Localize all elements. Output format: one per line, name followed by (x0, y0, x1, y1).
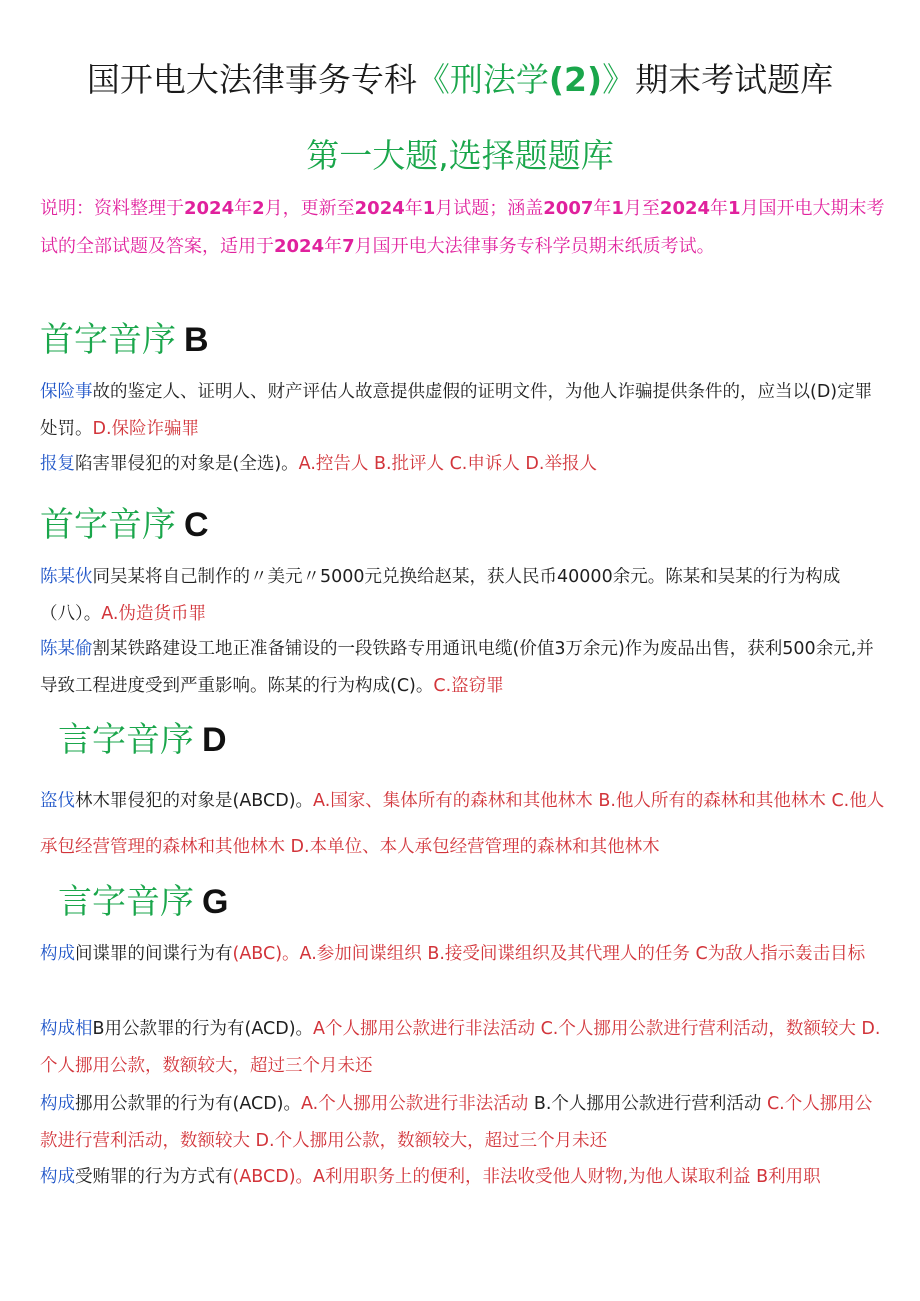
question-item: 构成挪用公款罪的行为有(ACD)。A.个人挪用公款进行非法活动 B.个人挪用公款进行营利活动 C.个人挪用公款进行营利活动，数额较大 D.个人挪用公款，数额较大，超过三个月未还 (40, 1094, 873, 1151)
question-item: 构成间谍罪的间谍行为有(ABC)。A.参加间谍组织 B.接受间谍组织及其代理人的任务 C为敌人指示轰击目标 (40, 944, 866, 964)
question-item: 构成受贿罪的行为方式有(ABCD)。A利用职务上的便利，非法收受他人财物,为他人谋取利益 B利用职 (40, 1167, 821, 1187)
course-name: 《刑法学(2)》 (416, 60, 636, 99)
description-note: 说明：资料整理于2024年2月，更新至2024年1月试题；涵盖2007年1月至2024年1月国开电大期末考试的全部试题及答案，适用于2024年7月国开电大法律事务专科学员期末纸质考试。 (40, 198, 885, 257)
question-item: 报复陷害罪侵犯的对象是(全选)。A.控告人 B.批评人 C.申诉人 D.举报人 (40, 454, 597, 474)
question-item: 保险事故的鉴定人、证明人、财产评估人故意提供虚假的证明文件，为他人诈骗提供条件的，应当以(D)定罪处罚。D.保险诈骗罪 (40, 382, 873, 439)
section-heading-b: 首字音序 B (40, 320, 209, 360)
section-heading-c: 首字音序 C (40, 505, 209, 545)
section-heading-d: 言字音序 D (58, 720, 227, 760)
question-item: 陈某伙同吴某将自己制作的〃美元〃5000元兑换给赵某，获人民币40000余元。陈某和吴某的行为构成（八）。A.伪造货币罪 (40, 567, 841, 624)
section-heading-g: 言字音序 G (58, 882, 229, 922)
question-item: 陈某偷割某铁路建设工地正准备铺设的一段铁路专用通讯电缆(价值3万余元)作为废品出售，获利500余元,并导致工程进度受到严重影响。陈某的行为构成(C)。C.盗窃罪 (40, 639, 874, 696)
question-item: 盗伐林木罪侵犯的对象是(ABCD)。A.国家、集体所有的森林和其他林木 B.他人所有的森林和其他林木 C.他人承包经营管理的森林和其他林木 D.本单位、本人承包经营管理的森林和其他林木 (40, 791, 885, 857)
page-title: 国开电大法律事务专科《刑法学(2)》期末考试题库 (86, 60, 834, 99)
section-subtitle: 第一大题,选择题题库 (306, 136, 614, 175)
question-item: 构成相B用公款罪的行为有(ACD)。A个人挪用公款进行非法活动 C.个人挪用公款进行营利活动，数额较大 D.个人挪用公款，数额较大，超过三个月未还 (40, 1019, 881, 1076)
